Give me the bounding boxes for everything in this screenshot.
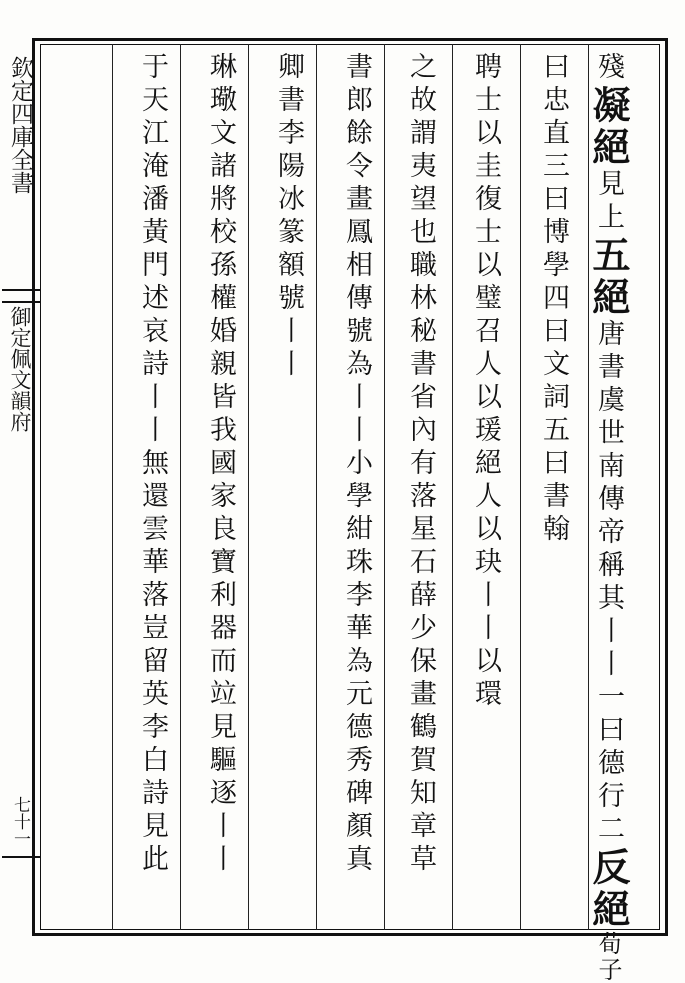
page-margin-strip [0, 44, 41, 930]
book-title: 御定佩文韻府 [8, 306, 32, 432]
column-text: 之故謂夷望也職林秘書省內有落星石薛少保畫鶴賀知章草 [405, 52, 436, 877]
column-rule [520, 44, 521, 930]
column-text: 書郎餘令畫鳳相傳號為丨丨小學紺珠李華為元德秀碑顏真 [341, 52, 372, 877]
column-rule [112, 44, 113, 930]
page-number: 七十一 [10, 796, 30, 847]
column-rule [588, 44, 589, 930]
text-column-3 [467, 52, 503, 712]
entry-heading: 凝絕 [586, 85, 631, 169]
text-column-7 [202, 52, 238, 877]
column-rule [248, 44, 249, 930]
column-text: 唐書虞世南傳帝稱其丨丨一曰德行二 [593, 319, 624, 847]
margin-divider [2, 856, 40, 858]
column-text: 荀子 [594, 931, 622, 983]
column-text: 殘 [593, 52, 624, 85]
column-text: 聘士以圭復士以璧召人以瑗絕人以玦丨丨以環 [470, 52, 501, 712]
column-rule [316, 44, 317, 930]
column-rule [384, 44, 385, 930]
text-column-4 [402, 52, 438, 877]
entry-heading: 五絕 [586, 235, 631, 319]
column-text: 曰忠直三曰博學四曰文詞五曰書翰 [538, 52, 569, 547]
entry-heading: 反絕 [586, 847, 631, 931]
column-text: 于天江淹潘黃門述哀詩丨丨無還雲華落豈留英李白詩見此 [137, 52, 168, 877]
column-text: 見上 [593, 169, 624, 235]
margin-fishtail [2, 289, 40, 303]
text-column-5 [338, 52, 374, 877]
text-column-1 [586, 52, 631, 983]
column-text: 卿書李陽冰篆額號丨丨 [273, 52, 304, 382]
text-column-2 [535, 52, 571, 547]
text-column-6 [270, 52, 306, 382]
column-rule [452, 44, 453, 930]
text-column-8 [134, 52, 170, 877]
collection-title: 欽定四庫全書 [7, 56, 33, 194]
column-rule [180, 44, 181, 930]
column-text: 琳璥文諸將校孫權婚親皆我國家良寶利器而竝見驅逐丨丨 [205, 52, 236, 877]
